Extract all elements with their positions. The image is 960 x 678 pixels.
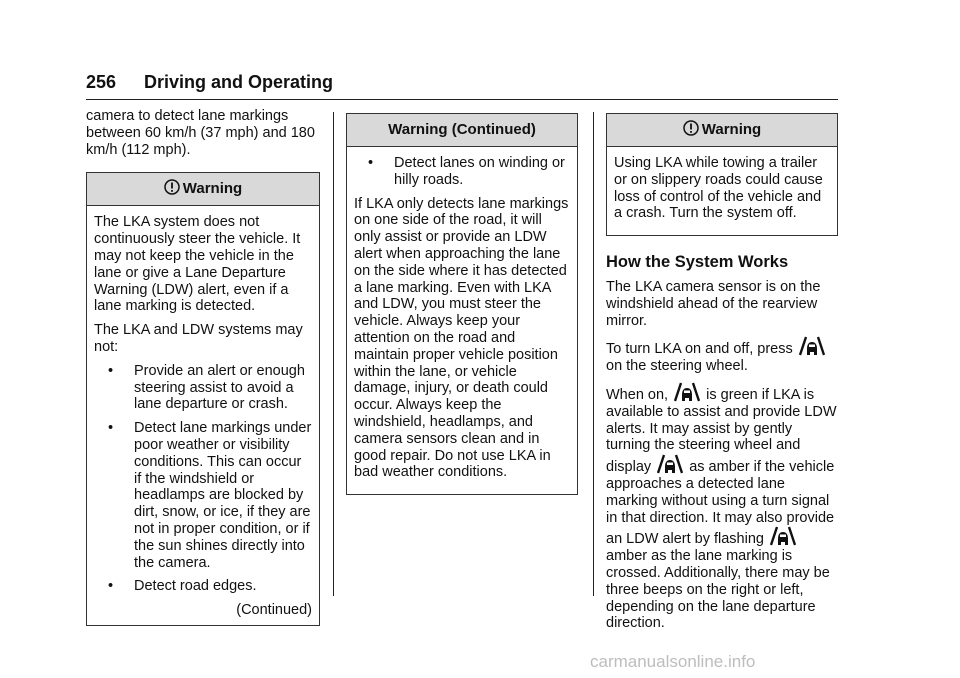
section-title: Driving and Operating bbox=[144, 72, 334, 92]
bullet-text: Detect lane markings under poor weather or visibility conditions. This can occur if the windshield or headlamps are blocked by dirt, snow, or ice, if they are not in proper condition, or if the sun shines directly into the camera. bbox=[134, 420, 312, 571]
lane-keep-assist-icon bbox=[657, 454, 683, 474]
warning-title: Warning bbox=[701, 121, 762, 138]
warning-header bbox=[347, 114, 577, 147]
body-text: When on, bbox=[606, 386, 669, 403]
body-paragraph bbox=[606, 382, 838, 632]
intro-paragraph: camera to detect lane markings between 60 km/h (37 mph) and 180 km/h (112 mph). bbox=[86, 108, 315, 158]
bullet-item bbox=[108, 363, 312, 413]
body-text: as amber if the vehicle approaches a detected lane marking without using a turn signal in that direction. It may also provide an LDW alert by flashing bbox=[606, 459, 835, 548]
bullet-text: Detect road edges. bbox=[134, 578, 257, 595]
warning-paragraph: The LKA system does not continuously steer the vehicle. It may not keep the vehicle in the lane or give a Lane Departure Warning (LDW) alert, even if a lane marking is detected. bbox=[94, 214, 301, 315]
column-2 bbox=[346, 108, 578, 495]
warning-box bbox=[346, 113, 578, 495]
page-header bbox=[86, 70, 838, 100]
warning-header bbox=[607, 114, 837, 147]
warning-paragraph: The LKA and LDW systems may not: bbox=[94, 322, 303, 355]
body-text: is green if LKA is available to assist and provide LDW alerts. It may assist by gently turning the steering wheel and display bbox=[606, 386, 837, 476]
lane-keep-assist-icon bbox=[674, 382, 700, 402]
warning-paragraph: If LKA only detects lane markings on one side of the road, it will only assist or provide an LDW alert when approaching the lane on the side where it has detected a lane marking. Even with LKA and LDW, you must steer the vehicle. Always keep your attention on the road and maintain proper vehicle position within the lane, or vehicle damage, injury, or death could occur. Always keep the windshield, headlamps, and camera sensors clean and in good repair. Do not use LKA in bad weather conditions. bbox=[354, 195, 569, 481]
continued-label: (Continued) bbox=[236, 602, 312, 619]
warning-title: Warning bbox=[182, 180, 243, 198]
lane-keep-assist-icon bbox=[799, 336, 825, 356]
page-number: 256 bbox=[86, 72, 117, 92]
warning-icon bbox=[164, 179, 180, 195]
warning-title: Warning (Continued) bbox=[388, 121, 536, 138]
bullet-item bbox=[108, 578, 312, 595]
column-divider bbox=[593, 112, 594, 596]
warning-icon bbox=[683, 120, 699, 136]
watermark: carmanualsonline.info bbox=[590, 652, 756, 671]
bullet-dot: • bbox=[108, 578, 114, 595]
column-divider bbox=[333, 112, 334, 596]
column-1 bbox=[86, 108, 320, 626]
lane-keep-assist-icon bbox=[770, 526, 796, 546]
warning-box bbox=[606, 113, 838, 236]
warning-bullet-list bbox=[354, 155, 570, 189]
bullet-dot: • bbox=[108, 420, 114, 437]
body-text: on the steering wheel. bbox=[606, 358, 748, 375]
body-paragraph: The LKA camera sensor is on the windshield ahead of the rearview mirror. bbox=[606, 278, 821, 329]
bullet-text: Detect lanes on winding or hilly roads. bbox=[394, 155, 565, 188]
body-paragraph bbox=[606, 336, 838, 375]
warning-header bbox=[87, 173, 319, 206]
section-heading: How the System Works bbox=[606, 253, 789, 272]
warning-box bbox=[86, 172, 320, 626]
body-text: To turn LKA on and off, press bbox=[606, 341, 793, 358]
warning-bullet-list bbox=[94, 363, 312, 595]
warning-paragraph: Using LKA while towing a trailer or on slippery roads could cause loss of control of the vehicle and a crash. Turn the system off. bbox=[614, 155, 823, 222]
bullet-text: Provide an alert or enough steering assist to avoid a lane departure or crash. bbox=[134, 362, 305, 413]
bullet-item bbox=[108, 420, 312, 571]
column-3 bbox=[606, 108, 838, 639]
bullet-dot: • bbox=[368, 155, 374, 171]
bullet-item bbox=[368, 155, 570, 189]
bullet-dot: • bbox=[108, 362, 114, 379]
body-text: amber as the lane marking is crossed. Additionally, there may be three beeps on the right or left, depending on the lane departure direction. bbox=[606, 548, 830, 632]
